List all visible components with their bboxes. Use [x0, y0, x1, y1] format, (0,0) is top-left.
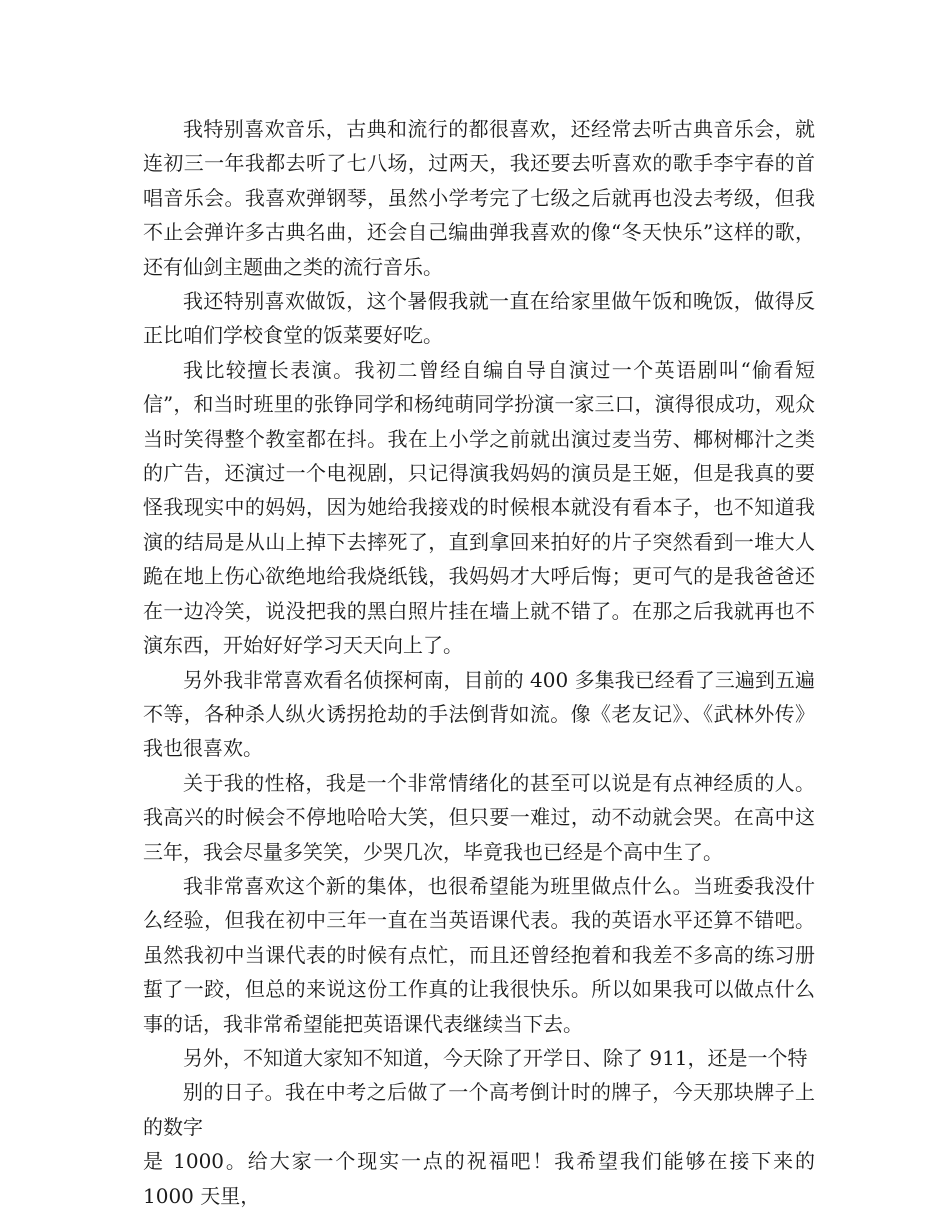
paragraph-music: 我特别喜欢音乐，古典和流行的都很喜欢，还经常去听古典音乐会，就连初三一年我都去听了七八场，过两天，我还要去听喜欢的歌手李宇春的首唱音乐会。我喜欢弹钢琴，虽然小学考完了七级之后就再也没去考级，但我不止会弹许多古典名曲，还会自己编曲弹我喜欢的像“冬天快乐”这样的歌，还有仙剑主题曲之类的流行音乐。: [143, 117, 815, 279]
paragraph-class-rep: 我非常喜欢这个新的集体，也很希望能为班里做点什么。当班委我没什么经验，但我在初中三年一直在当英语课代表。我的英语水平还算不错吧。虽然我初中当课代表的时候有点忙，而且还曾经抱着和我差不多高的练习册蜇了一跤，但总的来说这份工作真的让我很快乐。所以如果我可以做点什么事的话，我非常希望能把英语课代表继续当下去。: [143, 873, 815, 1036]
document-body: [143, 112, 815, 1213]
paragraph-personality: 关于我的性格，我是一个非常情绪化的甚至可以说是有点神经质的人。我高兴的时候会不停地哈哈大笑，但只要一难过，动不动就会哭。在高中这三年，我会尽量多笑笑，少哭几次，毕竟我也已经是个高中生了。: [143, 770, 815, 864]
paragraph-conan: 另外我非常喜欢看名侦探柯南，目前的 400 多集我已经看了三遍到五遍不等，各种杀人纵火诱拐抢劫的手法倒背如流。像《老友记》、《武林外传》我也很喜欢。: [143, 667, 815, 761]
countdown-line-3: 是 1000。给大家一个现实一点的祝福吧！我希望我们能够在接下来的 1000 天里，: [143, 1149, 815, 1208]
paragraph-acting: 我比较擅长表演。我初二曾经自编自导自演过一个英语剧叫“偷看短信”，和当时班里的张铮同学和杨纯萌同学扮演一家三口，演得很成功，观众当时笑得整个教室都在抖。我在上小学之前就出演过麦当劳、椰树椰汁之类的广告，还演过一个电视剧，只记得演我妈妈的演员是王姬，但是我真的要怪我现实中的妈妈，因为她给我接戏的时候根本就没有看本子，也不知道我演的结局是从山上掉下去摔死了，直到拿回来拍好的片子突然看到一堆大人跪在地上伤心欲绝地给我烧纸钱，我妈妈才大呼后悔；更可气的是我爸爸还在一边冷笑，说没把我的黑白照片挂在墙上就不错了。在那之后我就再也不演东西，开始好好学习天天向上了。: [143, 357, 815, 658]
countdown-line-1: 另外，不知道大家知不知道，今天除了开学日、除了 911，还是一个特: [183, 1045, 808, 1070]
paragraph-countdown: [143, 1041, 815, 1213]
paragraph-cooking: 我还特别喜欢做饭，这个暑假我就一直在给家里做午饭和晚饭，做得反正比咱们学校食堂的饭菜要好吃。: [143, 289, 815, 348]
countdown-line-2: 别的日子。我在中考之后做了一个高考倒计时的牌子，今天那块牌子上的数字: [143, 1080, 815, 1139]
